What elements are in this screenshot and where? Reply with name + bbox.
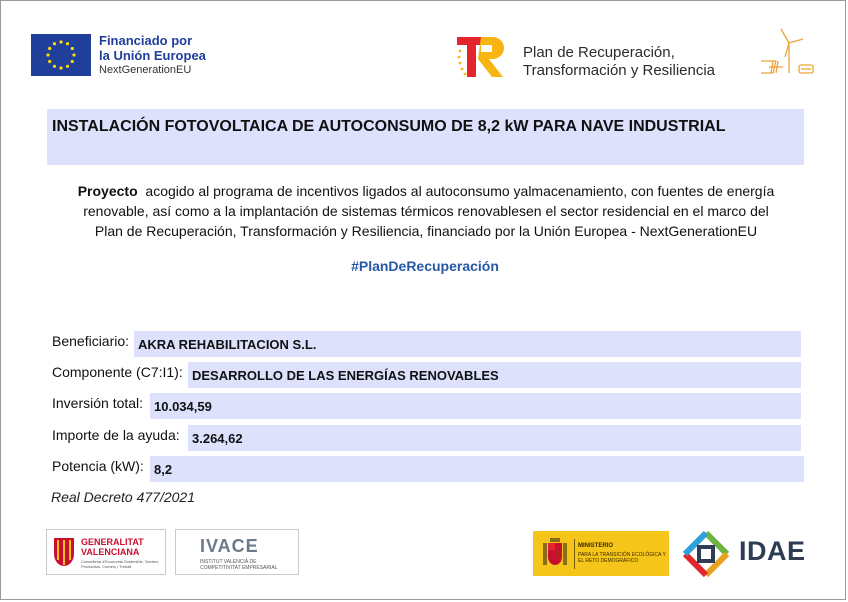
project-description: [51, 181, 801, 241]
eu-funding-label: [99, 33, 206, 78]
field-value: AKRA REHABILITACION S.L.: [134, 331, 801, 357]
ivace-subtitle: INSTITUT VALENCIÀ DE COMPETITIVITAT EMPRESARIAL: [200, 559, 278, 571]
description-lead: Proyecto: [77, 183, 138, 199]
prtr-logo-icon: [455, 35, 511, 79]
field-value: DESARROLLO DE LAS ENERGÍAS RENOVABLES: [188, 362, 801, 388]
description-line-3: Plan de Recuperación, Transformación y Resiliencia, financiado por la Unión Europea - NextGenerationEU: [94, 223, 758, 239]
generalitat-valenciana-logo: [46, 529, 166, 575]
idae-wordmark: IDAE: [739, 536, 806, 566]
hashtag: #PlanDeRecuperación: [351, 258, 499, 274]
gva-department: Conselleria d'Economia Sostenible, Sectors Productius, Comerç i Treball: [81, 559, 159, 569]
spain-coat-of-arms-icon: [541, 537, 569, 571]
wind-solar-icon: [761, 27, 817, 83]
gva-name: [81, 537, 144, 557]
prtr-line-1: Plan de Recuperación,: [523, 44, 675, 61]
ministerio-subtitle: PARA LA TRANSICIÓN ECOLÓGICA Y EL RETO DEMOGRÁFICO: [578, 552, 666, 564]
field-label: Beneficiario:: [52, 333, 130, 349]
description-line-1-text: acogido al programa de incentivos ligados al autoconsumo yalmacenamiento, con fuentes de energía: [145, 183, 775, 199]
project-title: INSTALACIÓN FOTOVOLTAICA DE AUTOCONSUMO DE 8,2 kW PARA NAVE INDUSTRIAL: [52, 118, 726, 135]
idae-emblem-icon: [681, 529, 731, 579]
field-value: 8,2: [150, 456, 804, 482]
ministerio-logo: [533, 531, 669, 576]
description-line-2: renovable, así como a la implantación de sistemas térmicos renovablesen el sector residencial en el marco del: [83, 203, 769, 219]
project-title-box: [47, 109, 804, 165]
prtr-label: [523, 44, 715, 80]
ministerio-divider: [574, 539, 575, 569]
ivace-wordmark: IVACE: [200, 536, 259, 556]
eu-line-2: la Unión Europea: [99, 48, 206, 63]
eu-line-1: Financiado por: [99, 33, 193, 48]
gva-line-2: VALENCIANA: [81, 547, 140, 557]
field-label: Potencia (kW):: [52, 458, 144, 474]
gva-shield-icon: [53, 536, 75, 568]
description-line-1: [51, 181, 801, 201]
eu-line-3: NextGenerationEU: [99, 64, 192, 76]
field-label: Componente (C7:I1):: [52, 364, 183, 380]
decree-reference: Real Decreto 477/2021: [51, 489, 195, 505]
ministerio-title: MINISTERIO: [578, 543, 614, 549]
eu-flag-icon: [31, 34, 91, 76]
field-label: Importe de la ayuda:: [52, 427, 180, 443]
field-value: 10.034,59: [150, 393, 801, 419]
prtr-line-2: Transformación y Resiliencia: [523, 62, 716, 79]
field-value: 3.264,62: [188, 425, 801, 451]
field-label: Inversión total:: [52, 395, 144, 411]
gva-line-1: GENERALITAT: [81, 537, 144, 547]
ivace-logo: [175, 529, 299, 575]
